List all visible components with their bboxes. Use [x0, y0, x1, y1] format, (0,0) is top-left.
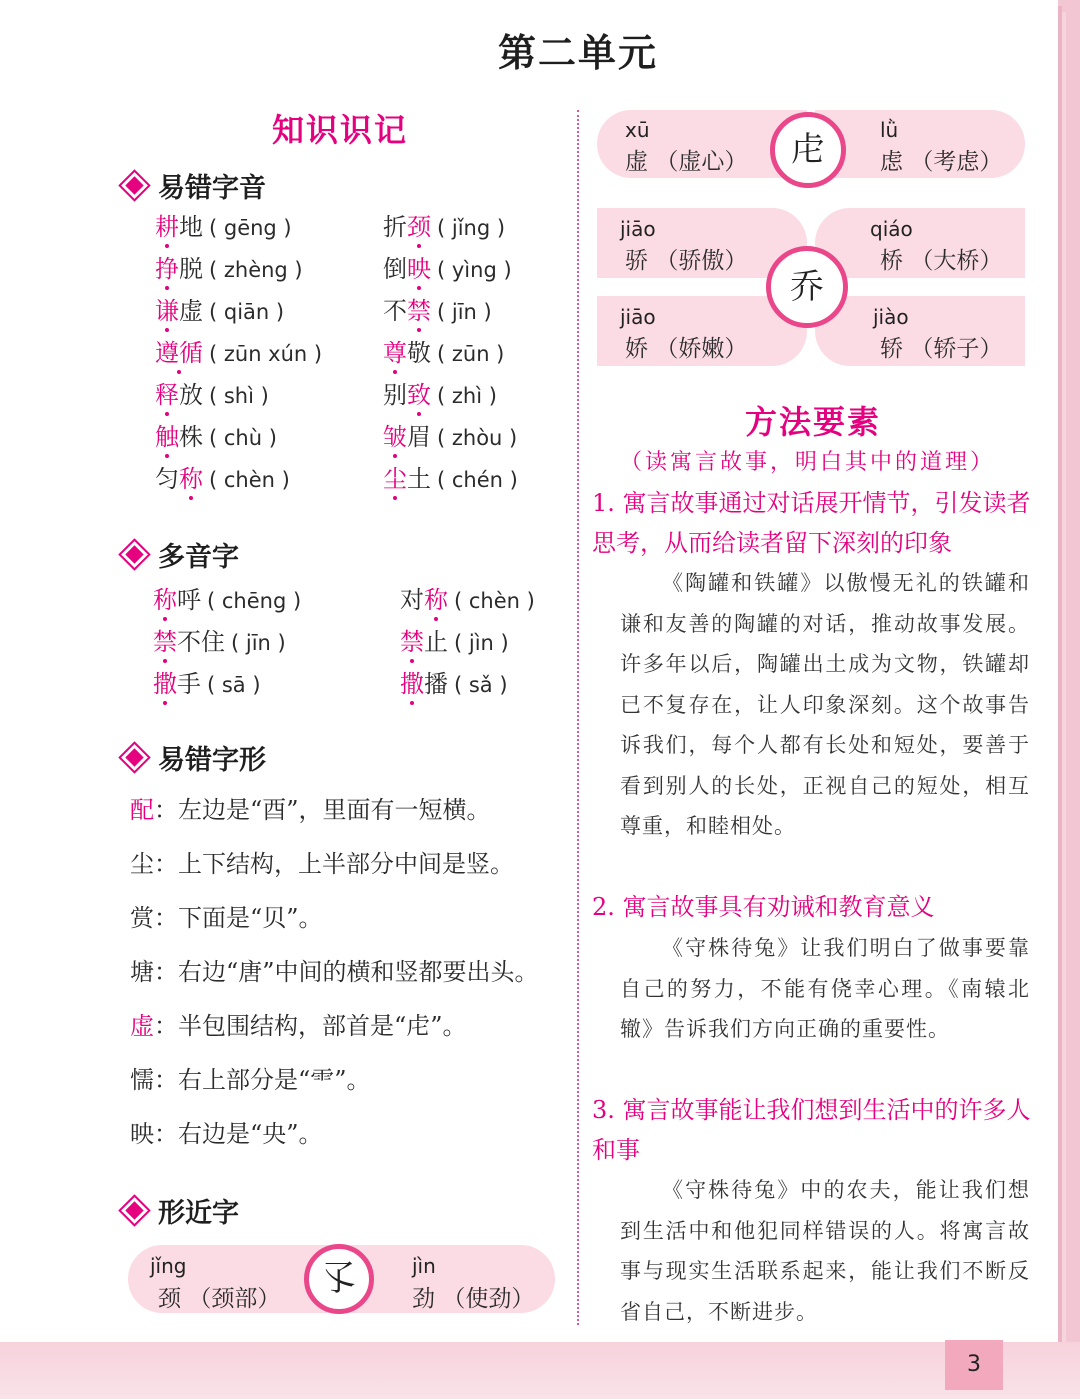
- highlight-char: 映: [407, 255, 431, 283]
- pinyin-label: qiáo: [870, 217, 913, 241]
- shape-note: ：半包围结构，部首是“虍”。: [154, 1012, 467, 1040]
- pinyin-item: [155, 378, 269, 412]
- highlight-char: 致: [407, 381, 431, 409]
- pair-word: 颈 （颈部）: [158, 1286, 281, 1312]
- pinyin: ( zhòu ): [437, 426, 518, 450]
- highlight-char: 称: [153, 586, 177, 614]
- shape-item: [130, 847, 514, 881]
- diamond-icon: [125, 176, 143, 194]
- word: 匀称: [155, 465, 203, 493]
- pair-word: 桥 （大桥）: [880, 248, 1003, 274]
- pinyin: ( shì ): [209, 384, 269, 408]
- pair-word: 虑 （考虑）: [880, 149, 1003, 175]
- pinyin-item: [155, 210, 292, 244]
- word: 尊敬: [383, 339, 431, 367]
- highlight-char: 释: [155, 381, 179, 409]
- shape-char: 塘: [130, 958, 154, 986]
- pinyin: ( jìn ): [454, 631, 509, 655]
- highlight-char: 撒: [400, 670, 424, 698]
- pinyin-label: xū: [625, 118, 650, 142]
- radical-circle: 虍: [770, 112, 846, 188]
- shape-note: ：右边是“央”。: [154, 1120, 323, 1148]
- subhead-similar: 形近字: [122, 1191, 239, 1230]
- pinyin-label: jiào: [873, 305, 909, 329]
- shape-item: [130, 1117, 323, 1151]
- pinyin: ( jīn ): [231, 631, 286, 655]
- radical-circle: 孓: [304, 1244, 374, 1314]
- method-subtitle: （读寓言故事，明白其中的道理）: [620, 450, 996, 475]
- diamond-icon: [125, 748, 143, 766]
- word: [155, 339, 203, 367]
- point-body-1: 《陶罐和铁罐》以傲慢无礼的铁罐和谦和友善的陶罐的对话，推动故事发展。许多年以后，陶罐出土成为文物，铁罐却已不复存在，让人印象深刻。这个故事告诉我们，每个人都有长处和短处，要善于看到别人的长处，正视自己的短处，相互尊重，和睦相处。: [620, 571, 1030, 838]
- subhead-pinyin: 易错字音: [122, 166, 266, 205]
- point-heading-1: 1. 寓言故事通过对话展开情节，引发读者思考，从而给读者留下深刻的印象: [592, 489, 1031, 557]
- word: 触株: [155, 423, 203, 451]
- pinyin: ( chēng ): [207, 589, 302, 613]
- pinyin: ( qiān ): [209, 300, 285, 324]
- highlight-char: 禁: [407, 297, 431, 325]
- highlight-char: 称: [424, 586, 448, 614]
- pinyin: ( zūn xún ): [209, 342, 323, 366]
- pinyin-item: [383, 210, 505, 244]
- pair-word: 骄 （骄傲）: [625, 248, 748, 274]
- word: 折颈: [383, 213, 431, 241]
- pinyin: ( chèn ): [454, 589, 535, 613]
- pinyin: ( chén ): [437, 468, 518, 492]
- shape-char: 尘: [130, 850, 154, 878]
- page-edge: [0, 1342, 1080, 1399]
- pinyin-item: [400, 625, 509, 659]
- highlight-char: 谦: [155, 297, 179, 325]
- shape-item: [130, 1009, 467, 1043]
- subhead-shape: 易错字形: [122, 738, 266, 777]
- highlight-char: 称: [179, 465, 203, 493]
- shape-item: [130, 901, 323, 935]
- shape-note: ：右上部分是“⻗”。: [154, 1066, 371, 1094]
- word: 撒播: [400, 670, 448, 698]
- highlight-char: 尊: [383, 339, 407, 367]
- word: 禁不住: [153, 628, 225, 656]
- highlight-char: 耕: [155, 213, 179, 241]
- highlight-char: 挣: [155, 255, 179, 283]
- shape-note: ：上下结构，上半部分中间是竖。: [154, 850, 514, 878]
- pinyin: ( gēng ): [209, 216, 292, 240]
- highlight-char: 遵循: [155, 339, 203, 367]
- pinyin: ( chù ): [209, 426, 277, 450]
- pinyin: ( chèn ): [209, 468, 290, 492]
- highlight-char: 皱: [383, 423, 407, 451]
- word: 谦虚: [155, 297, 203, 325]
- highlight-char: 禁: [153, 628, 177, 656]
- pinyin-item: [153, 667, 261, 701]
- point-body-2: 《守株待兔》让我们明白了做事要靠自己的努力，不能有侥幸心理。《南辕北辙》告诉我们方向正确的重要性。: [620, 936, 1030, 1041]
- word: 尘土: [383, 465, 431, 493]
- word: 挣脱: [155, 255, 203, 283]
- highlight-char: 撒: [153, 670, 177, 698]
- section-title-knowledge: 知识识记: [272, 111, 409, 149]
- shape-item: [130, 955, 539, 989]
- pair-word: 虚 （虚心）: [625, 149, 748, 175]
- word: 皱眉: [383, 423, 431, 451]
- pinyin-label: jiāo: [620, 305, 656, 329]
- point-heading-2: 2. 寓言故事具有劝诫和教育意义: [592, 893, 935, 921]
- diamond-icon: [125, 1201, 143, 1219]
- pair-word: 娇 （娇嫩）: [625, 336, 748, 362]
- point-body-3: 《守株待兔》中的农夫，能让我们想到生活中和他犯同样错误的人。将寓言故事与现实生活联系起来，能让我们不断反省自己，不断进步。: [620, 1178, 1030, 1324]
- pinyin-label: jǐng: [150, 1254, 187, 1278]
- pinyin-item: [155, 294, 284, 328]
- word: 别致: [383, 381, 431, 409]
- shape-note: ：下面是“贝”。: [154, 904, 323, 932]
- shape-char: 懦: [130, 1066, 154, 1094]
- pinyin-label: jìn: [412, 1254, 436, 1278]
- word: 倒映: [383, 255, 431, 283]
- unit-title: 第二单元: [497, 30, 658, 75]
- pinyin: ( sā ): [207, 673, 261, 697]
- pinyin: ( yìng ): [437, 258, 512, 282]
- pinyin-item: [153, 625, 286, 659]
- word: 不禁: [383, 297, 431, 325]
- word: 对称: [400, 586, 448, 614]
- pinyin-item: [400, 667, 508, 701]
- pinyin-item: [155, 336, 322, 370]
- highlight-char: 禁: [400, 628, 424, 656]
- pinyin: ( jīn ): [437, 300, 492, 324]
- pinyin-item: [383, 336, 504, 370]
- highlight-char: 颈: [407, 213, 431, 241]
- shape-item: [130, 1063, 371, 1097]
- pinyin-item: [155, 462, 290, 496]
- highlight-char: 尘: [383, 465, 407, 493]
- pinyin-item: [383, 462, 518, 496]
- column-divider: [577, 110, 579, 1325]
- word: 撒手: [153, 670, 201, 698]
- radical-circle: 乔: [766, 246, 848, 328]
- section-title-method: 方法要素: [745, 403, 882, 441]
- pinyin: ( zhì ): [437, 384, 497, 408]
- word: 禁止: [400, 628, 448, 656]
- pinyin: ( sǎ ): [454, 673, 508, 697]
- subhead-polyphone: 多音字: [122, 535, 239, 574]
- pair-word: 轿 （轿子）: [880, 336, 1003, 362]
- word: 称呼: [153, 586, 201, 614]
- pinyin-label: lǜ: [880, 118, 899, 142]
- pinyin-item: [153, 583, 301, 617]
- diamond-icon: [125, 545, 143, 563]
- pinyin-item: [383, 294, 492, 328]
- pair-word: 劲 （使劲）: [412, 1286, 535, 1312]
- pinyin: ( zhèng ): [209, 258, 303, 282]
- word: 释放: [155, 381, 203, 409]
- pinyin: ( jǐng ): [437, 216, 506, 240]
- shape-char: 映: [130, 1120, 154, 1148]
- shape-item: [130, 793, 491, 827]
- shape-char: 配: [130, 796, 154, 824]
- point-heading-3: 3. 寓言故事能让我们想到生活中的许多人和事: [592, 1096, 1031, 1164]
- shape-char: 虚: [130, 1012, 154, 1040]
- pinyin-item: [383, 420, 517, 454]
- shape-note: ：左边是“酉”，里面有一短横。: [154, 796, 491, 824]
- pinyin: ( zūn ): [437, 342, 505, 366]
- pinyin-label: jiāo: [620, 217, 656, 241]
- pinyin-item: [155, 420, 277, 454]
- pinyin-item: [400, 583, 535, 617]
- highlight-char: 触: [155, 423, 179, 451]
- page-number: 3: [945, 1340, 1003, 1390]
- shape-note: ：右边“唐”中间的横和竖都要出头。: [154, 958, 539, 986]
- pinyin-item: [383, 378, 497, 412]
- pinyin-item: [383, 252, 512, 286]
- shape-char: 赏: [130, 904, 154, 932]
- pinyin-item: [155, 252, 303, 286]
- word: 耕地: [155, 213, 203, 241]
